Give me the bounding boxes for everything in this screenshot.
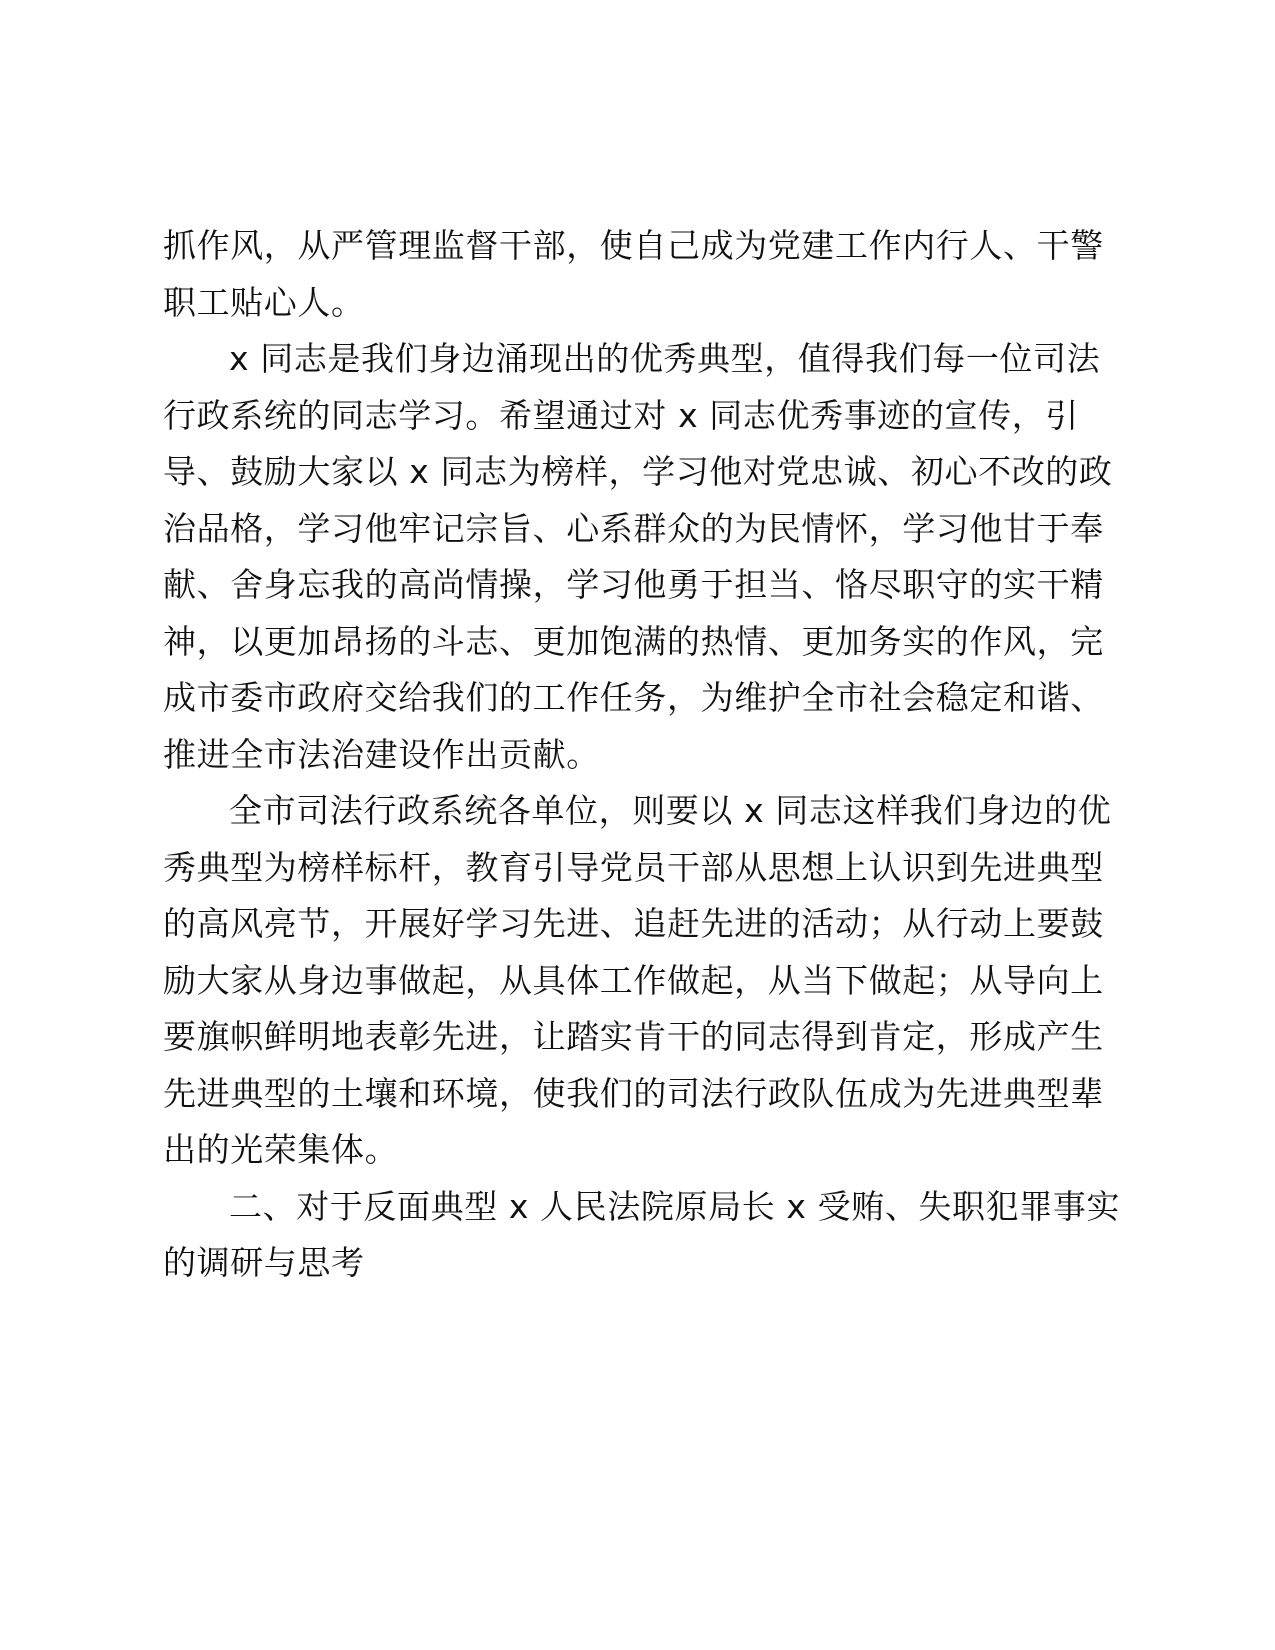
paragraph-continuation: [163, 218, 1104, 331]
text-line: 全市司法行政系统各单位，则要以 x 同志这样我们身边的优: [229, 791, 1112, 830]
text-line: x 同志是我们身边涌现出的优秀典型，值得我们每一位司法: [229, 339, 1101, 378]
paragraph-exemplar-study: [163, 331, 1113, 783]
text-line: 推进全市法治建设作出贡献。: [163, 734, 600, 774]
paragraph-unit-requirements: [163, 783, 1112, 1179]
text-line: 秀典型为榜样标杆，教育引导党员干部从思想上认识到先进典型: [163, 847, 1104, 887]
text-line: 先进典型的土壤和环境，使我们的司法行政队伍成为先进典型辈: [163, 1073, 1104, 1113]
text-line: 成市委市政府交给我们的工作任务，为维护全市社会稳定和谐、: [163, 678, 1104, 717]
text-line: 治品格，学习他牢记宗旨、心系群众的为民情怀，学习他甘于奉: [163, 508, 1104, 548]
text-line: 励大家从身边事做起，从具体工作做起，从当下做起；从导向上: [163, 960, 1104, 1000]
text-line: 二、对于反面典型 x 人民法院原局长 x 受贿、失职犯罪事实: [229, 1186, 1121, 1226]
section-heading-negative-case: [163, 1179, 1121, 1292]
text-line: 出的光荣集体。: [163, 1130, 399, 1169]
text-line: 行政系统的同志学习。希望通过对 x 同志优秀事迹的宣传，引: [163, 395, 1079, 435]
text-line: 职工贴心人。: [163, 282, 365, 322]
text-line: 神，以更加昂扬的斗志、更加饱满的热情、更加务实的作风，完: [163, 621, 1104, 661]
text-line: 抓作风，从严管理监督干部，使自己成为党建工作内行人、干警: [163, 226, 1104, 265]
text-line: 要旗帜鲜明地表彰先进，让踏实肯干的同志得到肯定，形成产生: [163, 1017, 1104, 1056]
text-line: 的高风亮节，开展好学习先进、追赶先进的活动；从行动上要鼓: [163, 904, 1104, 943]
document-body: [163, 218, 1121, 1292]
text-line: 献、舍身忘我的高尚情操，学习他勇于担当、恪尽职守的实干精: [163, 565, 1104, 604]
text-line: 导、鼓励大家以 x 同志为榜样，学习他对党忠诚、初心不改的政: [163, 452, 1113, 491]
text-line: 的调研与思考: [163, 1243, 365, 1282]
